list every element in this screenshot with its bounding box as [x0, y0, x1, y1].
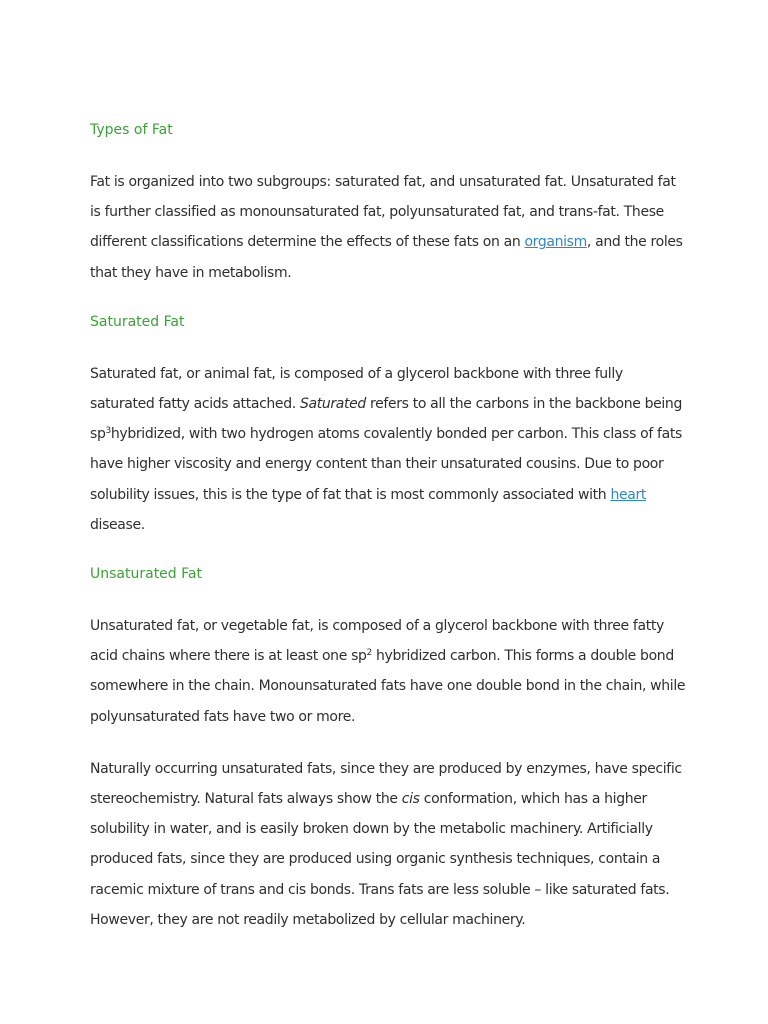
italic-cis: cis [401, 791, 420, 808]
superscript-2: 2 [366, 648, 372, 659]
paragraph-naturally-occurring [90, 754, 690, 935]
heading-saturated-fat: Saturated Fat [90, 313, 185, 330]
superscript-3: 3 [105, 426, 111, 437]
paragraph-unsaturated-fat [90, 611, 690, 732]
text-span: hybridized carbon. This forms a double bond somewhere in the chain. Monounsaturated fats have one double bond in the chain, while polyunsaturated fats have two or more. [90, 648, 686, 725]
document-page [90, 118, 690, 935]
heading-types-of-fat: Types of Fat [90, 122, 173, 138]
text-span: disease. [90, 516, 145, 533]
heading-unsaturated-fat: Unsaturated Fat [90, 566, 202, 583]
text-span: Fat is organized into two subgroups: saturated fat, and unsaturated fat. Unsaturated fat is further classified as monounsaturated fat, polyunsaturated fat, and trans-fat. These different classifications determine the effects of these fats on an [90, 174, 676, 251]
italic-saturated: Saturated [299, 396, 366, 413]
text-span: Naturally occurring unsaturated fats, since they are produced by enzymes, have specific stereochemistry. Natural fats always show the [90, 760, 682, 808]
paragraph-saturated-fat [90, 359, 690, 540]
text-span: , and the roles that they have in metabolism. [90, 234, 683, 281]
paragraph-types-of-fat [90, 167, 690, 288]
text-span: refers to all the carbons in the backbone being sp [90, 396, 682, 443]
text-span: hybridized, with two hydrogen atoms covalently bonded per carbon. This class of fats have higher viscosity and energy content than their unsaturated cousins. Due to poor solubility issues, this is the type of fat that is most commonly associated with [90, 426, 682, 503]
organism-link[interactable]: organism [524, 234, 587, 251]
heart-link[interactable]: heart [610, 486, 646, 503]
text-span: conformation, which has a higher solubility in water, and is easily broken down by the metabolic machinery. Artificially produced fats, since they are produced using organic synthesis techniques, contain a racemic mixture of trans and cis bonds. Trans fats are less soluble – like saturated fats. However, they are not readily metabolized by cellular machinery. [90, 791, 670, 928]
text-span: Saturated fat, or animal fat, is composed of a glycerol backbone with three fully saturated fatty acids attached. [90, 365, 623, 413]
text-span: Unsaturated fat, or vegetable fat, is composed of a glycerol backbone with three fatty acid chains where there is at least one sp [90, 618, 664, 665]
